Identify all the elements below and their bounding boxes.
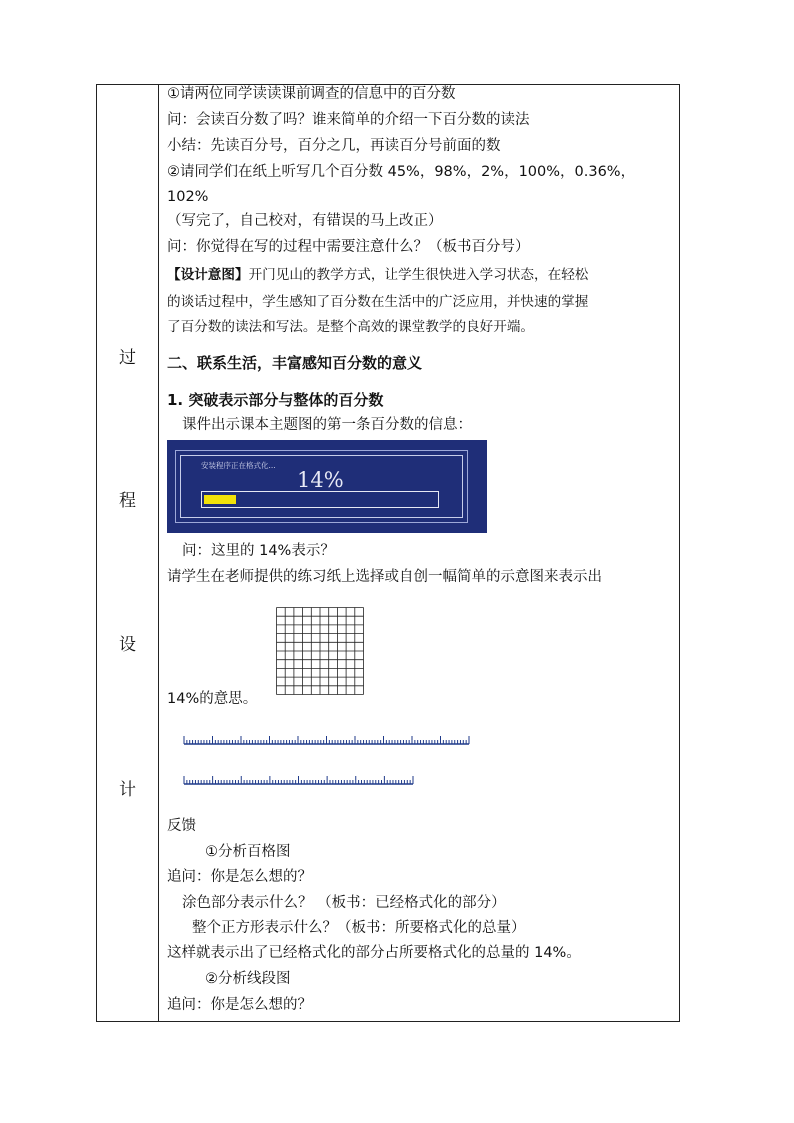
design-intent-line [167,264,588,286]
text-line: 请学生在老师提供的练习纸上选择或自创一幅简单的示意图来表示出 [167,569,602,585]
install-percent: 14% [297,468,344,492]
text-line: 问：这里的 14%表示？ [182,543,335,559]
text-line: 追问：你是怎么想的？ [167,869,312,885]
install-status-text: 安装程序正在格式化... [201,461,276,470]
side-label-4: 计 [119,780,136,800]
hundred-grid [276,607,364,695]
text-line: 反馈 [167,818,196,834]
text-line: ①分析百格图 [205,844,291,860]
line-segment-diagram-1 [182,734,472,748]
text-line: ②分析线段图 [205,971,291,987]
text-line: 问：你觉得在写的过程中需要注意什么？（板书百分号） [167,239,530,255]
left-label-column [96,84,159,1022]
line-segment-diagram-2 [182,774,417,788]
section-heading: 二、联系生活，丰富感知百分数的意义 [167,354,423,372]
text-line: ②请同学们在纸上听写几个百分数 45%，98%，2%，100%，0.36%， [167,164,636,180]
text-line: 涂色部分表示什么？ （板书：已经格式化的部分） [182,895,506,911]
text-line: 102% [167,189,209,205]
text-line: 整个正方形表示什么？（板书：所要格式化的总量） [192,920,526,936]
subsection-heading: 1. 突破表示部分与整体的百分数 [167,391,384,409]
text-line: 小结：先读百分号，百分之几，再读百分号前面的数 [167,138,501,154]
install-progress-image [167,440,487,533]
text-line: （写完了，自己校对，有错误的马上改正） [167,213,443,229]
text-line: 问：会读百分数了吗？谁来简单的介绍一下百分数的读法 [167,112,530,128]
progress-fill [204,495,236,504]
text-line: 14%的意思。 [167,691,258,707]
text-line: 追问：你是怎么想的？ [167,997,312,1013]
side-label-3: 设 [119,635,136,655]
text-line: ①请两位同学读读课前调查的信息中的百分数 [167,86,456,102]
text-line: 课件出示课本主题图的第一条百分数的信息： [182,417,472,433]
design-intent-text: 开门见山的教学方式，让学生很快进入学习状态，在轻松 [248,267,589,283]
design-intent-line: 的谈话过程中，学生感知了百分数在生活中的广泛应用，并快速的掌握 [167,294,589,310]
design-intent-label: 【设计意图】 [167,267,249,283]
progress-bar [201,491,439,508]
side-label-1: 过 [119,348,136,368]
design-intent-line: 了百分数的读法和写法。是整个高效的课堂教学的良好开端。 [167,319,535,335]
side-label-2: 程 [119,491,136,511]
text-line: 这样就表示出了已经格式化的部分占所要格式化的总量的 14%。 [167,945,581,961]
